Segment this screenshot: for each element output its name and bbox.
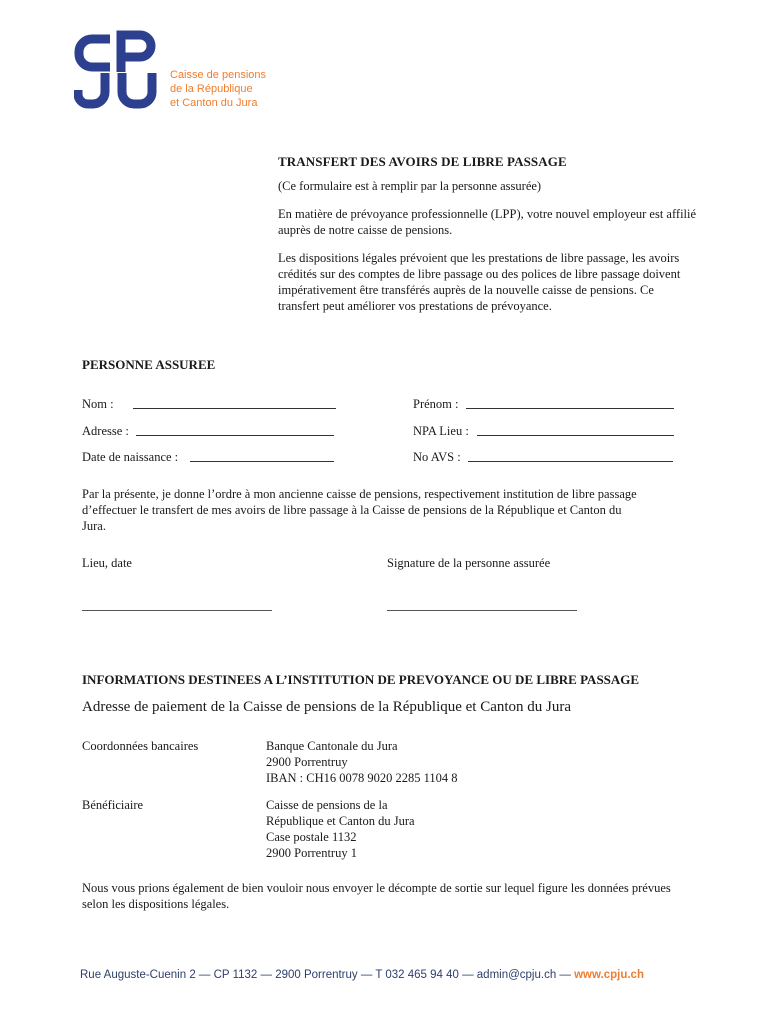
ben-line4: 2900 Porrentruy 1 — [266, 846, 357, 860]
bank-details — [266, 738, 458, 786]
signature-field[interactable] — [387, 610, 577, 611]
adresse-label: Adresse : — [82, 424, 129, 438]
logo-text-line1: Caisse de pensions — [170, 69, 267, 81]
place-date-field[interactable] — [82, 610, 272, 611]
ben-line3: Case postale 1132 — [266, 830, 357, 844]
dob-label: Date de naissance : — [82, 450, 179, 464]
intro-p1-line2: auprès de notre caisse de pensions. — [278, 223, 453, 237]
intro-p2-line3: impérativement être transférés auprès de la nouvelle caisse de pensions. Ce — [278, 283, 654, 297]
signature-label: Signature de la personne assurée — [387, 556, 551, 570]
dob-field[interactable] — [190, 450, 334, 462]
closing-line1: Nous vous prions également de bien vouloir nous envoyer le décompte de sortie sur lequel figure les données prévues — [82, 881, 671, 895]
beneficiary-label: Bénéficiaire — [82, 798, 144, 812]
intro-p2-line1: Les dispositions légales prévoient que les prestations de libre passage, les avoirs — [278, 251, 680, 265]
closing-line2: selon les dispositions légales. — [82, 897, 230, 911]
intro-p2-line4: transfert peut améliorer vos prestations de prévoyance. — [278, 299, 552, 313]
avs-field[interactable] — [468, 450, 673, 462]
consent-line1: Par la présente, je donne l’ordre à mon ancienne caisse de pensions, respectivement institution de libre passage — [82, 487, 637, 501]
npa-lieu-label: NPA Lieu : — [413, 424, 469, 438]
logo-text — [170, 68, 266, 110]
nom-label: Nom : — [82, 397, 114, 411]
form-subtitle: (Ce formulaire est à remplir par la personne assurée) — [278, 179, 542, 193]
ben-line1: Caisse de pensions de la — [266, 798, 388, 812]
consent-line2: d’effectuer le transfert de mes avoirs de libre passage à la Caisse de pensions de la République et Canton du — [82, 503, 622, 517]
place-date-label: Lieu, date — [82, 556, 132, 570]
ben-line2: République et Canton du Jura — [266, 814, 415, 828]
nom-field[interactable] — [133, 397, 336, 409]
payment-heading: Adresse de paiement de la Caisse de pensions de la République et Canton du Jura — [82, 699, 572, 715]
logo-text-line3: et Canton du Jura — [170, 97, 258, 109]
consent-line3: Jura. — [82, 519, 106, 533]
cpju-logo — [74, 30, 160, 110]
section-title-insured: PERSONNE ASSUREE — [82, 357, 216, 372]
footer-website[interactable]: www.cpju.ch — [574, 969, 644, 981]
bank-line3: IBAN : CH16 0078 9020 2285 1104 8 — [266, 771, 458, 785]
bank-line1: Banque Cantonale du Jura — [266, 739, 398, 753]
consent-text — [82, 486, 722, 534]
prenom-field[interactable] — [466, 397, 674, 409]
intro-paragraph-1 — [278, 206, 738, 238]
logo-text-line2: de la République — [170, 83, 253, 95]
closing-text — [82, 880, 732, 912]
bank-label: Coordonnées bancaires — [82, 739, 199, 753]
footer — [80, 969, 644, 981]
prenom-label: Prénom : — [413, 397, 459, 411]
section-title-institution: INFORMATIONS DESTINEES A L’INSTITUTION DE PREVOYANCE OU DE LIBRE PASSAGE — [82, 672, 640, 687]
avs-label: No AVS : — [413, 450, 461, 464]
intro-paragraph-2 — [278, 250, 738, 314]
intro-p2-line2: crédités sur des comptes de libre passage ou des polices de libre passage doivent — [278, 267, 681, 281]
bank-line2: 2900 Porrentruy — [266, 755, 348, 769]
adresse-field[interactable] — [136, 424, 334, 436]
intro-p1-line1: En matière de prévoyance professionnelle (LPP), votre nouvel employeur est affilié — [278, 207, 697, 221]
footer-address: Rue Auguste-Cuenin 2 — CP 1132 — 2900 Porrentruy — T 032 465 94 40 — admin@cpju.ch — — [80, 969, 575, 981]
beneficiary-details — [266, 797, 415, 861]
npa-lieu-field[interactable] — [477, 424, 674, 436]
form-title: TRANSFERT DES AVOIRS DE LIBRE PASSAGE — [278, 154, 567, 169]
